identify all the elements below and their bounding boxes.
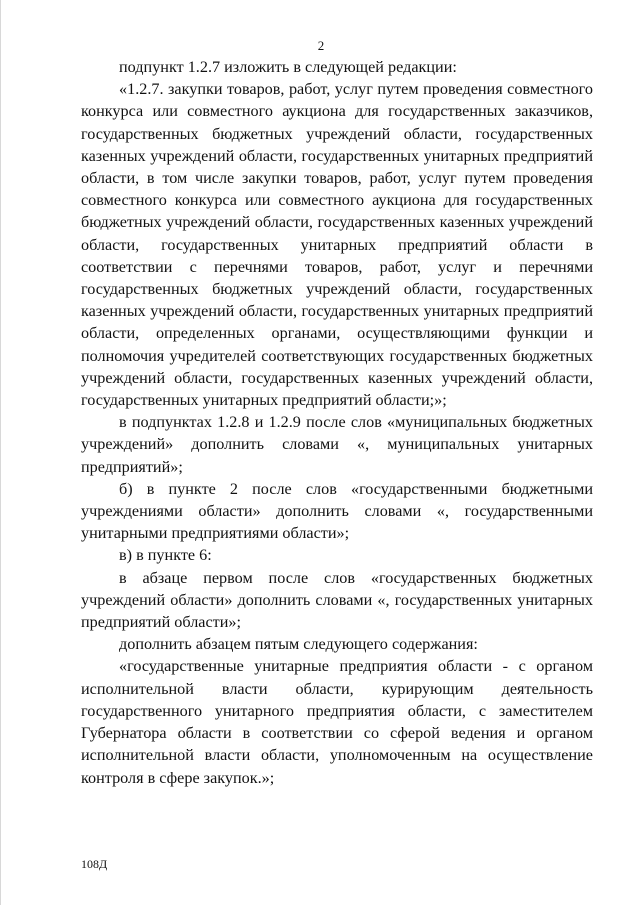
paragraph: в подпунктах 1.2.8 и 1.2.9 после слов «муниципальных бюджетных учреждений» дополнить словами «, муниципальных унитарных предприятий»; xyxy=(81,413,593,476)
paragraph: «государственные унитарные предприятия области - с органом исполнительной власти области, курирующим деятельность государственного унитарного предприятия области, с заместителем Губернатора области в соответствии со сферой ведения и органом исполнительной власти области, уполномоченным на осуществление контроля в сфере закупок.»; xyxy=(81,657,593,787)
paragraph: б) в пункте 2 после слов «государственными бюджетными учреждениями области» дополнить словами «, государственными унитарными предприятиями области»; xyxy=(81,479,593,543)
document-code: 108Д xyxy=(81,857,108,871)
page-number: 2 xyxy=(317,38,325,53)
paragraph: в абзаце первом после слов «государственных бюджетных учреждений области» дополнить словами «, государственных унитарных предприятий области»; xyxy=(81,568,593,632)
paragraph: в) в пункте 6: xyxy=(119,546,212,565)
document-body xyxy=(81,56,593,789)
paragraph: «1.2.7. закупки товаров, работ, услуг путем проведения совместного конкурса или совместного аукциона для государственных заказчиков, государственных бюджетных учреждений области, государственных казенных учреждений области, государственных унитарных предприятий области, в том числе закупки товаров, работ, услуг путем проведения совместного конкурса или совместного аукциона для государственных бюджетных учреждений области, государственных казенных учреждений области, государственных унитарных предприятий области в соответствии с перечнями товаров, работ, услуг и перечнями государственных бюджетных учреждений области, государственных казенных учреждений области, государственных унитарных предприятий области, определенных органами, осуществляющими функции и полномочия учредителей соответствующих государственных бюджетных учреждений области, государственных казенных учреждений области, государственных унитарных предприятий области;»; xyxy=(81,80,593,410)
paragraph: подпункт 1.2.7 изложить в следующей редакции: xyxy=(119,58,457,76)
paragraph: дополнить абзацем пятым следующего содержания: xyxy=(119,635,478,654)
